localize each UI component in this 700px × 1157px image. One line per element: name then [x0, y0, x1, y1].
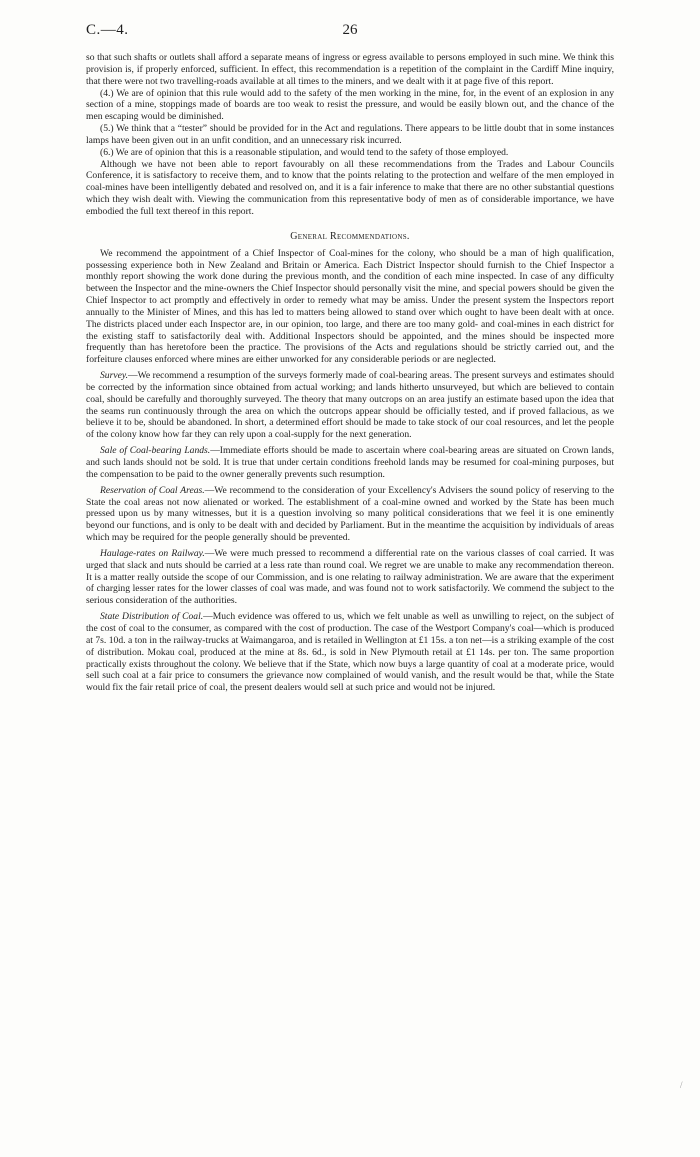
- page-body: [86, 52, 614, 694]
- paragraph-lead: Sale of Coal-bearing Lands.: [100, 445, 211, 457]
- paragraph-lead: Haulage-rates on Railway.: [100, 547, 205, 559]
- paragraph-item-6: (6.) We are of opinion that this is a reasonable stipulation, and would tend to the safety of those employed.: [100, 146, 509, 158]
- paragraph-text: —We recommend to the consideration of your Excellency's Advisers the sound policy of reserving to the State the coal areas not now alienated or worked. The establishment of a coal-mine owned and worked by the State has been much pressed upon us by many witnesses, but it is a question involving so many political considerations that we feel it is one eminently beyond our functions, and is only to be dealt with and decided by Parliament. But in the meantime the acquisition by individuals of areas which may be required for the people generally should be prevented.: [86, 484, 615, 544]
- paragraph-survey: [86, 370, 614, 441]
- paragraph-conference-summary: Although we have not been able to report favourably on all these recommendations from the Trades and Labour Councils Conference, it is satisfactory to receive them, and to know that the points relating to the protection and welfare of the men employed in coal-mines have been intelligently debated and resolved on, and it is a fair inference to make that there are no other substantial questions which they wish dealt with. Viewing the communication from this representative body of men as of considerable importance, we have embodied the full text thereof in this report.: [86, 158, 614, 217]
- paragraph-text: —Immediate efforts should be made to ascertain where coal-bearing areas are situated on Crown lands, and such lands should not be sold. It is true that under certain conditions freehold lands may be resumed for coal-mining purposes, but the compensation to be paid to the owner generally prevents such resumption.: [86, 445, 614, 480]
- paragraph-lead: State Distribution of Coal.: [100, 611, 204, 623]
- paragraph-haulage-rates: [86, 548, 614, 607]
- paragraph-lead: Survey.: [100, 370, 128, 382]
- paragraph-general-recommendations: We recommend the appointment of a Chief Inspector of Coal-mines for the colony, who should be a man of high qualification, possessing experience both in New Zealand and Britain or America. Each District Inspector should furnish to the Chief Inspector a monthly report showing the work done during the previous month, and the condition of each mine inspected. In case of any difficulty between the Inspector and the mine-owners the Chief Inspector should personally visit the mine, and special powers should be given the Chief Inspector to act promptly and effectively in order to remedy what may be amiss. Under the present system the Inspectors report annually to the Minister of Mines, and this has led to matters being allowed to stand over which ought to have been dealt with at once. The districts placed under each Inspector are, in our opinion, too large, and there are too many gold- and coal-mines in each district for the existing staff to satisfactorily deal with. Additional Inspectors should be appointed, and the mines should be inspected more frequently than has heretofore been the practice. The provisions of the Acts and regulations should be strictly carried out, and the forfeiture clauses enforced where mines are either unworked for any considerable periods or are neglected.: [86, 247, 614, 366]
- paragraph-lead: Reservation of Coal Areas.: [100, 484, 205, 496]
- paragraph-text: —We were much pressed to recommend a differential rate on the various classes of coal carried. It was urged that slack and nuts should be carried at a less rate than round coal. We regret we are unable to make any recommendation thereon. It is a matter really outside the scope of our Commission, and is one relating to railway administration. We are aware that the experiment of charging lesser rates for the lower classes of coal was made, and was found not to work satisfactorily. We commend the subject to the serious consideration of the authorities.: [86, 547, 614, 607]
- paragraph-text: —We recommend a resumption of the surveys formerly made of coal-bearing areas. The present surveys and estimates should be corrected by the information since obtained from actual working; and lands hitherto unsurveyed, but which are believed to contain coal, should be carefully and thoroughly surveyed. The theory that many outcrops on an area justify an estimate based upon the idea that the seams run continuously through the area on which the outcrops appear should be officially tested, and if proved fallacious, as we believe it to be, should be abandoned. In short, a determined effort should be made to take stock of our coal resources, and let the people of the colony know how far they can rely upon a coal-supply for the next generation.: [86, 370, 614, 441]
- page-number: 26: [342, 22, 358, 38]
- section-heading: General Recommendations.: [290, 230, 410, 242]
- paragraph-continuation: so that such shafts or outlets shall afford a separate means of ingress or egress available to persons employed in such mine. We think this provision is, if properly enforced, sufficient. In effect, this recommendation is a repetition of the complaint in the Cardiff Mine inquiry, that there were not two travelling-roads available at all times to the miners, and we dealt with it at page five of this report.: [86, 52, 614, 87]
- paragraph-item-5: (5.) We think that a “tester” should be provided for in the Act and regulations. There appears to be little doubt that in some instances lamps have been given out in an unfit condition, and an unnecessary risk incurred.: [86, 123, 614, 146]
- page-header: [0, 22, 700, 48]
- margin-mark: /: [680, 1080, 683, 1090]
- paragraph-reservation: [86, 485, 614, 544]
- document-reference: C.—4.: [86, 22, 129, 38]
- paragraph-state-distribution: [86, 611, 614, 694]
- paragraph-sale-of-lands: [86, 445, 614, 481]
- paragraph-item-4: (4.) We are of opinion that this rule would add to the safety of the men working in the mine, for, in the event of an explosion in any section of a mine, stoppings made of boards are too weak to resist the pressure, and would be easily blown out, and the chance of the men escaping would be diminished.: [86, 87, 614, 123]
- paragraph-text: —Much evidence was offered to us, which we felt unable as well as unwilling to reject, on the subject of the cost of coal to the consumer, as compared with the cost of production. The case of the Westport Company's coal—which is produced at 7s. 10d. a ton in the railway-trucks at Waimangaroa, and is retailed in Wellington at £1 15s. a ton net—is a striking example of the cost of distribution. Mokau coal, produced at the mine at 8s. 6d., is sold in New Plymouth retail at £1 14s. per ton. The same proportion practically exists throughout the colony. We believe that if the State, which now buys a large quantity of coal at a moderate price, would sell such coal at a fair price to consumers the grievance now complained of would vanish, and the result would be that, while the State would fix the fair retail price of coal, the present dealers would sell at such price and would not be injured.: [86, 611, 614, 694]
